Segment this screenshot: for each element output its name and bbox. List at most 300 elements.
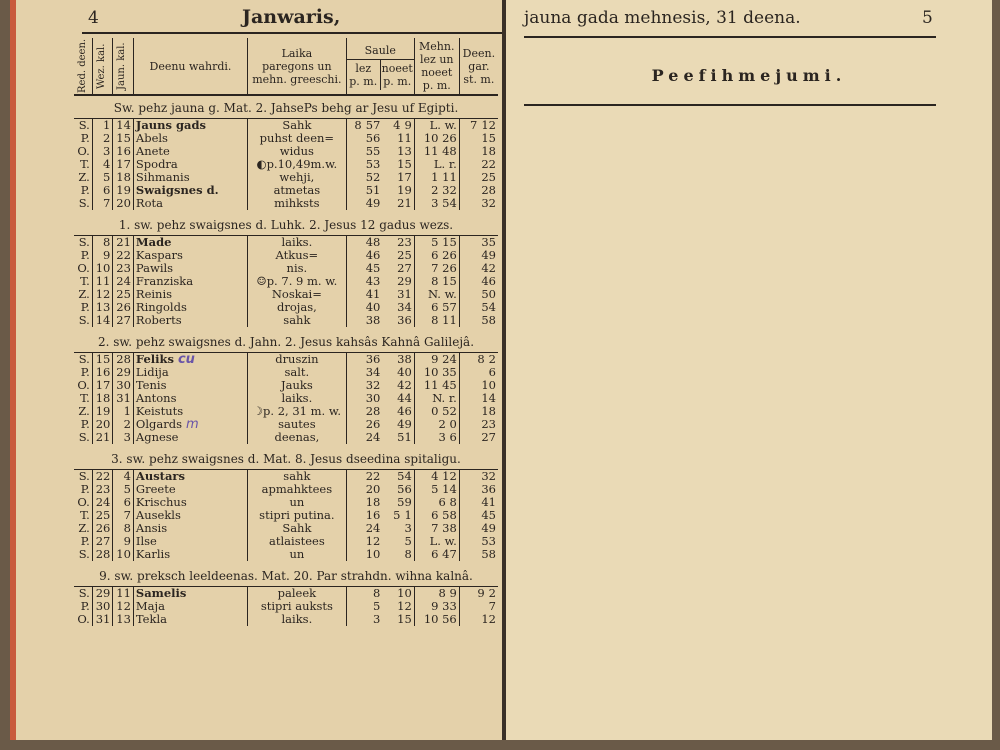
- col-sun-title: Saule: [347, 42, 414, 60]
- julian-date-cell: 17: [92, 379, 113, 392]
- sunrise-minute: 38: [365, 313, 381, 327]
- name-day-text: Tenis: [135, 378, 167, 392]
- day-length-minute: 28: [481, 183, 496, 197]
- day-length-minute: 12: [481, 612, 496, 626]
- weather-cell: stipri putina.: [248, 509, 347, 522]
- sunrise-minute: 12: [365, 534, 381, 548]
- day-length-minute: 32: [481, 196, 496, 210]
- sunrise-cell: [346, 470, 382, 484]
- sunset-minute: 54: [397, 469, 412, 483]
- sunrise-minute: 36: [365, 352, 381, 366]
- day-length-minute: 2: [488, 352, 496, 366]
- sunset-minute: 9: [404, 118, 412, 132]
- sunrise-minute: 24: [365, 430, 381, 444]
- name-day-text: Swaigsnes d.: [135, 183, 219, 197]
- gregorian-date-cell: 16: [113, 145, 134, 158]
- julian-date-cell: 13: [92, 301, 113, 314]
- gregorian-date-cell: 2: [113, 418, 134, 431]
- moon-cell: 10 26: [414, 132, 459, 145]
- sunset-minute: 13: [397, 144, 412, 158]
- moon-cell: 7 26: [414, 262, 459, 275]
- gregorian-date-cell: 18: [113, 171, 134, 184]
- weekday-cell: S.: [78, 352, 90, 366]
- day-length-minute: 10: [481, 378, 496, 392]
- weekday-cell: S.: [78, 196, 90, 210]
- weekday-cell: S.: [78, 547, 90, 561]
- sunrise-minute: 18: [365, 495, 381, 509]
- gregorian-date-cell: 3: [113, 431, 134, 444]
- name-day-text: Ilse: [135, 534, 157, 548]
- sunrise-cell: [346, 613, 382, 626]
- sunset-minute: 21: [397, 196, 412, 210]
- sunrise-minute: 56: [365, 131, 381, 145]
- day-length-minute: 22: [481, 157, 496, 171]
- gregorian-date-cell: 10: [113, 548, 134, 561]
- col-sun: [346, 38, 414, 95]
- sunrise-minute: 30: [365, 391, 381, 405]
- day-length-cell: [459, 613, 498, 626]
- gregorian-date-cell: 6: [113, 496, 134, 509]
- table-row: [74, 548, 498, 561]
- name-day-text: Jauns gads: [135, 118, 207, 132]
- julian-date-cell: 25: [92, 509, 113, 522]
- moon-cell: 2 32: [414, 184, 459, 197]
- name-day-cell: [133, 119, 247, 133]
- table-row: [74, 587, 498, 601]
- weekday-cell: P.: [80, 417, 90, 431]
- julian-date-cell: 28: [92, 548, 113, 561]
- week-heading-row: [74, 327, 498, 353]
- gregorian-date-cell: 5: [113, 483, 134, 496]
- moon-cell: 8 11: [414, 314, 459, 327]
- day-length-cell: [459, 236, 498, 250]
- sunset-minute: 49: [397, 417, 412, 431]
- col-day-length: Deen. gar. st. m.: [459, 38, 498, 95]
- weather-cell: un: [248, 496, 347, 509]
- day-length-minute: 12: [481, 118, 496, 132]
- name-day-text: Austars: [135, 469, 185, 483]
- name-day-text: Tekla: [135, 612, 167, 626]
- week-heading-row: [74, 561, 498, 587]
- gregorian-date-cell: 7: [113, 509, 134, 522]
- sunset-minute: 51: [397, 430, 412, 444]
- name-day-cell: [133, 548, 247, 561]
- name-day-text: Anete: [135, 144, 170, 158]
- moon-cell: 10 35: [414, 366, 459, 379]
- julian-date-cell: 16: [92, 366, 113, 379]
- julian-date-cell: 23: [92, 483, 113, 496]
- sunrise-cell: [346, 197, 382, 210]
- moon-cell: 6 26: [414, 249, 459, 262]
- sunrise-minute: 34: [365, 365, 381, 379]
- weather-cell: deenas,: [248, 431, 347, 444]
- julian-date-cell: 10: [92, 262, 113, 275]
- weekday-cell: P.: [80, 131, 90, 145]
- weather-cell: druszin: [248, 353, 347, 367]
- sunset-minute: 42: [397, 378, 412, 392]
- day-length-minute: 32: [481, 469, 496, 483]
- moon-cell: 8 9: [414, 587, 459, 601]
- sunset-minute: 11: [397, 131, 412, 145]
- moon-cell: 6 57: [414, 301, 459, 314]
- sunset-minute: 56: [397, 482, 412, 496]
- col-weather-l2: paregons un: [262, 59, 332, 73]
- right-top-rule: [524, 36, 936, 38]
- gregorian-date-cell: 24: [113, 275, 134, 288]
- name-day-text: Rota: [135, 196, 163, 210]
- week-heading-row: [74, 95, 498, 119]
- notes-title: Peefihmejumi.: [651, 66, 847, 85]
- col-red-deen: Red. deen.: [77, 38, 88, 94]
- julian-date-cell: 4: [92, 158, 113, 171]
- sunset-minute: 19: [397, 183, 412, 197]
- sunset-minute: 12: [397, 599, 412, 613]
- day-length-minute: 14: [481, 391, 496, 405]
- day-length-minute: 35: [481, 235, 496, 249]
- name-day-text: Feliks: [135, 352, 174, 366]
- sunset-minute: 17: [397, 170, 412, 184]
- name-day-cell: [133, 613, 247, 626]
- julian-date-cell: 18: [92, 392, 113, 405]
- sunrise-minute: 5: [373, 599, 381, 613]
- gregorian-date-cell: 30: [113, 379, 134, 392]
- week-heading: 9. sw. preksch leeldeenas. Mat. 20. Par strahdn. wihna kalnâ.: [74, 561, 498, 587]
- julian-date-cell: 27: [92, 535, 113, 548]
- julian-date-cell: 1: [92, 119, 113, 133]
- gregorian-date-cell: 4: [113, 470, 134, 484]
- day-length-minute: 53: [481, 534, 496, 548]
- sunrise-minute: 41: [365, 287, 381, 301]
- gregorian-date-cell: 23: [113, 262, 134, 275]
- gregorian-date-cell: 20: [113, 197, 134, 210]
- julian-date-cell: 20: [92, 418, 113, 431]
- calendar-body: [74, 95, 498, 626]
- sunset-cell: [382, 197, 414, 210]
- gregorian-date-cell: 1: [113, 405, 134, 418]
- gregorian-date-cell: 28: [113, 353, 134, 367]
- moon-cell: 5 15: [414, 236, 459, 250]
- weekday-cell: S.: [78, 118, 90, 132]
- moon-cell: 11 48: [414, 145, 459, 158]
- gregorian-date-cell: 13: [113, 613, 134, 626]
- weekday-cell: O.: [77, 261, 90, 275]
- weekday-cell: P.: [80, 300, 90, 314]
- moon-cell: L. r.: [414, 158, 459, 171]
- sunset-minute: 8: [404, 547, 412, 561]
- sunset-cell: [382, 119, 414, 133]
- weather-cell: salt.: [248, 366, 347, 379]
- day-length-minute: 7: [488, 599, 496, 613]
- weather-cell: sahk: [248, 470, 347, 484]
- handwritten-annotation: cu: [177, 352, 195, 367]
- weather-cell: ◐p.10,49m.w.: [248, 158, 347, 171]
- sunrise-minute: 20: [365, 482, 381, 496]
- moon-cell: 8 15: [414, 275, 459, 288]
- day-length-minute: 23: [481, 417, 496, 431]
- calendar-table: [74, 38, 498, 626]
- sunset-cell: [382, 314, 414, 327]
- day-length-minute: 6: [488, 365, 496, 379]
- sunrise-minute: 22: [365, 469, 381, 483]
- weather-cell: puhst deen=: [248, 132, 347, 145]
- day-length-minute: 2: [488, 586, 496, 600]
- julian-date-cell: 12: [92, 288, 113, 301]
- sunset-cell: [382, 353, 414, 367]
- sunset-cell: [382, 470, 414, 484]
- sunset-cell: [382, 613, 414, 626]
- sunrise-minute: 40: [365, 300, 381, 314]
- name-day-text: Franziska: [135, 274, 194, 288]
- day-length-cell: [459, 353, 498, 367]
- name-day-cell: [133, 587, 247, 601]
- name-day-text: Karlis: [135, 547, 171, 561]
- name-day-text: Ansis: [135, 521, 168, 535]
- col-day-names: Deenu wahrdi.: [133, 38, 247, 95]
- name-day-cell: [133, 236, 247, 250]
- col-weather-l1: Laika: [281, 46, 313, 60]
- julian-date-cell: 3: [92, 145, 113, 158]
- name-day-text: Reinis: [135, 287, 173, 301]
- weekday-cell: P.: [80, 599, 90, 613]
- sunset-minute: 29: [397, 274, 412, 288]
- julian-date-cell: 9: [92, 249, 113, 262]
- sunrise-minute: 16: [365, 508, 381, 522]
- col-moon: Mehn. lez un noeet p. m.: [414, 38, 459, 95]
- day-length-minute: 41: [481, 495, 496, 509]
- gregorian-date-cell: 12: [113, 600, 134, 613]
- table-row: [74, 197, 498, 210]
- name-day-text: Antons: [135, 391, 177, 405]
- sunrise-minute: 53: [365, 157, 381, 171]
- julian-date-cell: 30: [92, 600, 113, 613]
- gregorian-date-cell: 21: [113, 236, 134, 250]
- day-length-cell: [459, 197, 498, 210]
- weekday-cell: P.: [80, 482, 90, 496]
- weekday-cell: O.: [77, 612, 90, 626]
- table-row: [74, 314, 498, 327]
- weather-cell: ☽p. 2, 31 m. w.: [248, 405, 347, 418]
- day-length-minute: 50: [481, 287, 496, 301]
- table-row: [74, 353, 498, 367]
- julian-date-cell: 19: [92, 405, 113, 418]
- sunset-hour: 5: [393, 508, 401, 522]
- top-rule: [82, 32, 502, 34]
- name-day-text: Agnese: [135, 430, 179, 444]
- weather-cell: atlaistees: [248, 535, 347, 548]
- weekday-cell: O.: [77, 378, 90, 392]
- col-weather: [248, 38, 347, 95]
- weekday-cell: Z.: [78, 521, 90, 535]
- moon-cell: L. w.: [414, 535, 459, 548]
- weather-cell: nis.: [248, 262, 347, 275]
- sunrise-hour: 8: [354, 118, 362, 132]
- name-day-text: Pawils: [135, 261, 174, 275]
- name-day-text: Abels: [135, 131, 168, 145]
- gregorian-date-cell: 31: [113, 392, 134, 405]
- moon-cell: 2 0: [414, 418, 459, 431]
- moon-cell: 11 45: [414, 379, 459, 392]
- weather-cell: widus: [248, 145, 347, 158]
- day-length-minute: 58: [481, 547, 496, 561]
- table-row: [74, 119, 498, 133]
- table-row: [74, 236, 498, 250]
- sunrise-minute: 24: [365, 521, 381, 535]
- handwritten-annotation: m: [186, 417, 199, 432]
- moon-cell: 1 11: [414, 171, 459, 184]
- weekday-cell: P.: [80, 183, 90, 197]
- moon-cell: 0 52: [414, 405, 459, 418]
- julian-date-cell: 22: [92, 470, 113, 484]
- weekday-cell: S.: [78, 469, 90, 483]
- sunrise-minute: 28: [365, 404, 381, 418]
- moon-cell: 9 24: [414, 353, 459, 367]
- right-header: jauna gada mehnesis, 31 deena.: [524, 8, 801, 28]
- weekday-cell: Z.: [78, 170, 90, 184]
- name-day-text: Spodra: [135, 157, 178, 171]
- week-heading: 2. sw. pehz swaigsnes d. Jahn. 2. Jesus kahsâs Kahnâ Galilejâ.: [74, 327, 498, 353]
- sunset-cell: [382, 548, 414, 561]
- month-title: Janwaris,: [242, 6, 341, 28]
- weather-cell: Sahk: [248, 119, 347, 133]
- day-length-cell: [459, 548, 498, 561]
- sunset-minute: 36: [397, 313, 412, 327]
- weekday-cell: P.: [80, 365, 90, 379]
- name-day-text: Kaspars: [135, 248, 183, 262]
- col-sun-set: noeet p. m.: [381, 62, 413, 88]
- sunset-minute: 27: [397, 261, 412, 275]
- page-number-right: 5: [922, 8, 933, 28]
- weather-cell: atmetas: [248, 184, 347, 197]
- sunrise-minute: 26: [365, 417, 381, 431]
- julian-date-cell: 24: [92, 496, 113, 509]
- name-day-text: Roberts: [135, 313, 182, 327]
- moon-cell: 6 47: [414, 548, 459, 561]
- sunset-cell: [382, 431, 414, 444]
- weather-cell: sautes: [248, 418, 347, 431]
- sunrise-minute: 57: [365, 118, 381, 132]
- weather-cell: laiks.: [248, 236, 347, 250]
- name-day-text: Lidija: [135, 365, 169, 379]
- name-day-text: Keistuts: [135, 404, 184, 418]
- weekday-cell: T.: [80, 274, 90, 288]
- julian-date-cell: 8: [92, 236, 113, 250]
- weekday-cell: Z.: [78, 404, 90, 418]
- week-heading: 3. sw. pehz swaigsnes d. Mat. 8. Jesus dseedina spitaligu.: [74, 444, 498, 470]
- sunrise-cell: [346, 236, 382, 250]
- weekday-cell: T.: [80, 157, 90, 171]
- name-day-text: Ringolds: [135, 300, 187, 314]
- name-day-text: Samelis: [135, 586, 187, 600]
- julian-date-cell: 29: [92, 587, 113, 601]
- sunrise-minute: 52: [365, 170, 381, 184]
- sunset-minute: 59: [397, 495, 412, 509]
- sunrise-minute: 55: [365, 144, 381, 158]
- moon-cell: N. r.: [414, 392, 459, 405]
- gregorian-date-cell: 17: [113, 158, 134, 171]
- weather-cell: wehji,: [248, 171, 347, 184]
- table-header: [74, 38, 498, 95]
- sunrise-cell: [346, 314, 382, 327]
- right-page: [506, 0, 992, 740]
- moon-cell: N. w.: [414, 288, 459, 301]
- weather-cell: ☺p. 7. 9 m. w.: [248, 275, 347, 288]
- sunrise-minute: 32: [365, 378, 381, 392]
- table-row: [74, 613, 498, 626]
- moon-cell: 6 58: [414, 509, 459, 522]
- weekday-cell: O.: [77, 495, 90, 509]
- sunrise-cell: [346, 431, 382, 444]
- name-day-text: Greete: [135, 482, 176, 496]
- gregorian-date-cell: 15: [113, 132, 134, 145]
- day-length-minute: 49: [481, 521, 496, 535]
- name-day-text: Olgards: [135, 417, 182, 431]
- sunset-minute: 15: [397, 157, 412, 171]
- name-day-text: Sihmanis: [135, 170, 190, 184]
- sunrise-cell: [346, 548, 382, 561]
- day-length-minute: 18: [481, 144, 496, 158]
- sunset-minute: 25: [397, 248, 412, 262]
- julian-date-cell: 15: [92, 353, 113, 367]
- weekday-cell: S.: [78, 235, 90, 249]
- julian-date-cell: 2: [92, 132, 113, 145]
- day-length-cell: [459, 119, 498, 133]
- weather-cell: stipri auksts: [248, 600, 347, 613]
- weather-cell: Jauks: [248, 379, 347, 392]
- moon-cell: 6 8: [414, 496, 459, 509]
- day-length-minute: 15: [481, 131, 496, 145]
- day-length-minute: 36: [481, 482, 496, 496]
- name-day-text: Krischus: [135, 495, 187, 509]
- week-heading-row: [74, 444, 498, 470]
- name-day-text: Ausekls: [135, 508, 181, 522]
- weather-cell: laiks.: [248, 613, 347, 626]
- weather-cell: Sahk: [248, 522, 347, 535]
- week-heading: 1. sw. pehz swaigsnes d. Luhk. 2. Jesus 12 gadus wezs.: [74, 210, 498, 236]
- weather-cell: laiks.: [248, 392, 347, 405]
- julian-date-cell: 6: [92, 184, 113, 197]
- day-length-minute: 46: [481, 274, 496, 288]
- moon-cell: 4 12: [414, 470, 459, 484]
- day-length-hour: 7: [470, 118, 478, 132]
- col-sun-rise: lez p. m.: [349, 62, 378, 88]
- sunset-minute: 5: [404, 534, 412, 548]
- day-length-cell: [459, 470, 498, 484]
- julian-date-cell: 11: [92, 275, 113, 288]
- day-length-minute: 42: [481, 261, 496, 275]
- weather-cell: apmahktees: [248, 483, 347, 496]
- sunset-minute: 38: [397, 352, 412, 366]
- day-length-minute: 58: [481, 313, 496, 327]
- gregorian-date-cell: 27: [113, 314, 134, 327]
- julian-date-cell: 21: [92, 431, 113, 444]
- julian-date-cell: 31: [92, 613, 113, 626]
- sunrise-minute: 46: [365, 248, 381, 262]
- week-heading-row: [74, 210, 498, 236]
- col-vez-kal: Wez. kal.: [95, 43, 107, 89]
- sunset-cell: [382, 236, 414, 250]
- weather-cell: Noskai=: [248, 288, 347, 301]
- sunset-minute: 3: [404, 521, 412, 535]
- day-length-minute: 27: [481, 430, 496, 444]
- weekday-cell: S.: [78, 586, 90, 600]
- day-length-cell: [459, 314, 498, 327]
- table-row: [74, 431, 498, 444]
- weather-cell: paleek: [248, 587, 347, 601]
- day-length-minute: 18: [481, 404, 496, 418]
- day-length-minute: 54: [481, 300, 496, 314]
- weekday-cell: T.: [80, 508, 90, 522]
- moon-cell: 7 38: [414, 522, 459, 535]
